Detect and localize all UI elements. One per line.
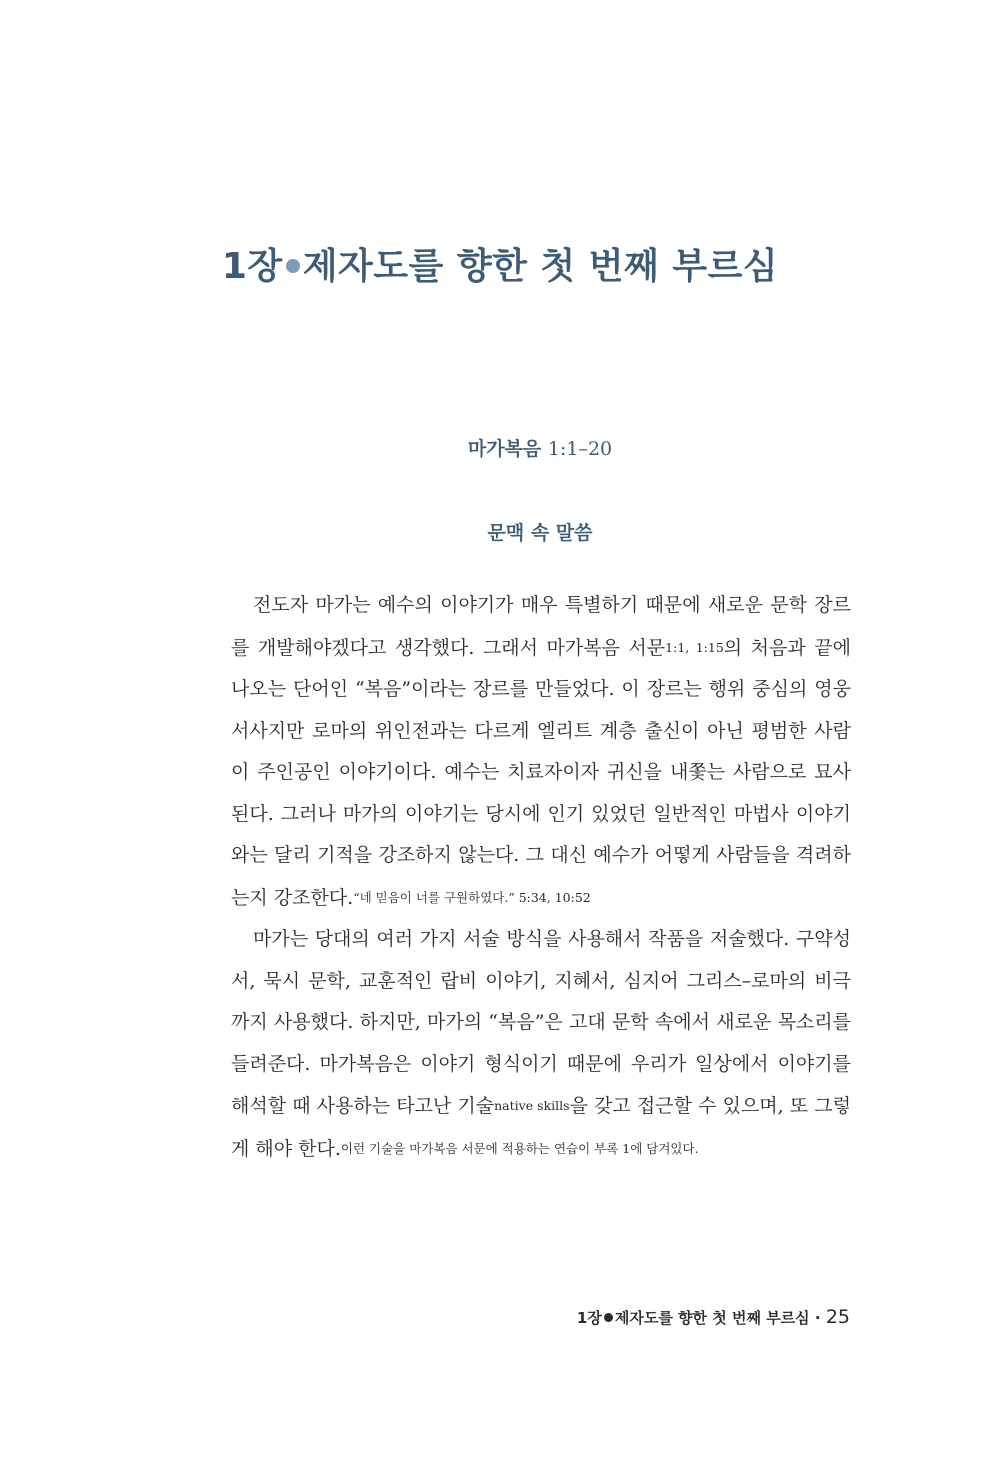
chapter-title: [0, 238, 1000, 289]
footer-title: 제자도를 향한 첫 번째 부르심: [614, 1309, 810, 1327]
chapter-number: 1장: [221, 246, 283, 287]
body-text: [231, 585, 851, 1170]
paragraph: [231, 585, 851, 919]
inline-note: native skills: [494, 1098, 570, 1113]
footer-separator: ·: [814, 1309, 821, 1327]
bullet-dot-icon: [286, 259, 300, 273]
paragraph-text: 을 갖고 접근할 수 있으며, 또 그렇게 해야 한다.: [231, 1095, 851, 1160]
paragraph-text: 전도자 마가는 예수의 이야기가 매우 특별하기 때문에 새로운 문학 장르를 개발해야겠다고 생각했다. 그래서 마가복음 서문: [231, 594, 851, 659]
footer-dot-icon: [604, 1313, 613, 1322]
scripture-reference: [0, 434, 1000, 461]
scripture-range: 1:1–20: [547, 438, 613, 460]
page-footer: [577, 1306, 850, 1328]
scripture-book: 마가복음: [467, 438, 542, 460]
section-heading: 문맥 속 말씀: [487, 522, 593, 544]
inline-note: 이런 기술을 마가복음 서문에 적용하는 연습이 부록 1에 담겨있다.: [340, 1140, 699, 1156]
paragraph-text: 의 처음과 끝에 나오는 단어인 “복음”이라는 장르를 만들었다. 이 장르는 행위 중심의 영웅 서사지만 로마의 위인전과는 다르게 엘리트 계층 출신이 아닌 평범한 사람이 주인공인 이야기이다. 예수는 치료자이자 귀신을 내쫓는 사람으로 묘사된다. 그러나 마가의 이야기는 당시에 인기 있었던 일반적인 마법사 이야기와는 달리 기적을 강조하지 않는다. 그 대신 예수가 어떻게 사람들을 격려하는지 강조한다.: [231, 636, 851, 909]
footer-chapter: 1장: [576, 1309, 602, 1327]
paragraph-text: 마가는 당대의 여러 가지 서술 방식을 사용해서 작품을 저술했다. 구약성서, 묵시 문학, 교훈적인 랍비 이야기, 지혜서, 심지어 그리스–로마의 비극까지 사용했다. 하지만, 마가의 “복음”은 고대 문학 속에서 새로운 목소리를 들려준다. 마가복음은 이야기 형식이기 때문에 우리가 일상에서 이야기를 해석할 때 사용하는 타고난 기술: [231, 928, 851, 1117]
page-number: 25: [825, 1306, 850, 1328]
paragraph: [231, 919, 851, 1170]
inline-note: 1:1, 1:15: [665, 639, 724, 655]
inline-note: “네 믿음이 너를 구원하였다.” 5:34, 10:52: [353, 889, 591, 905]
chapter-title-text: 제자도를 향한 첫 번째 부르심: [302, 246, 779, 287]
